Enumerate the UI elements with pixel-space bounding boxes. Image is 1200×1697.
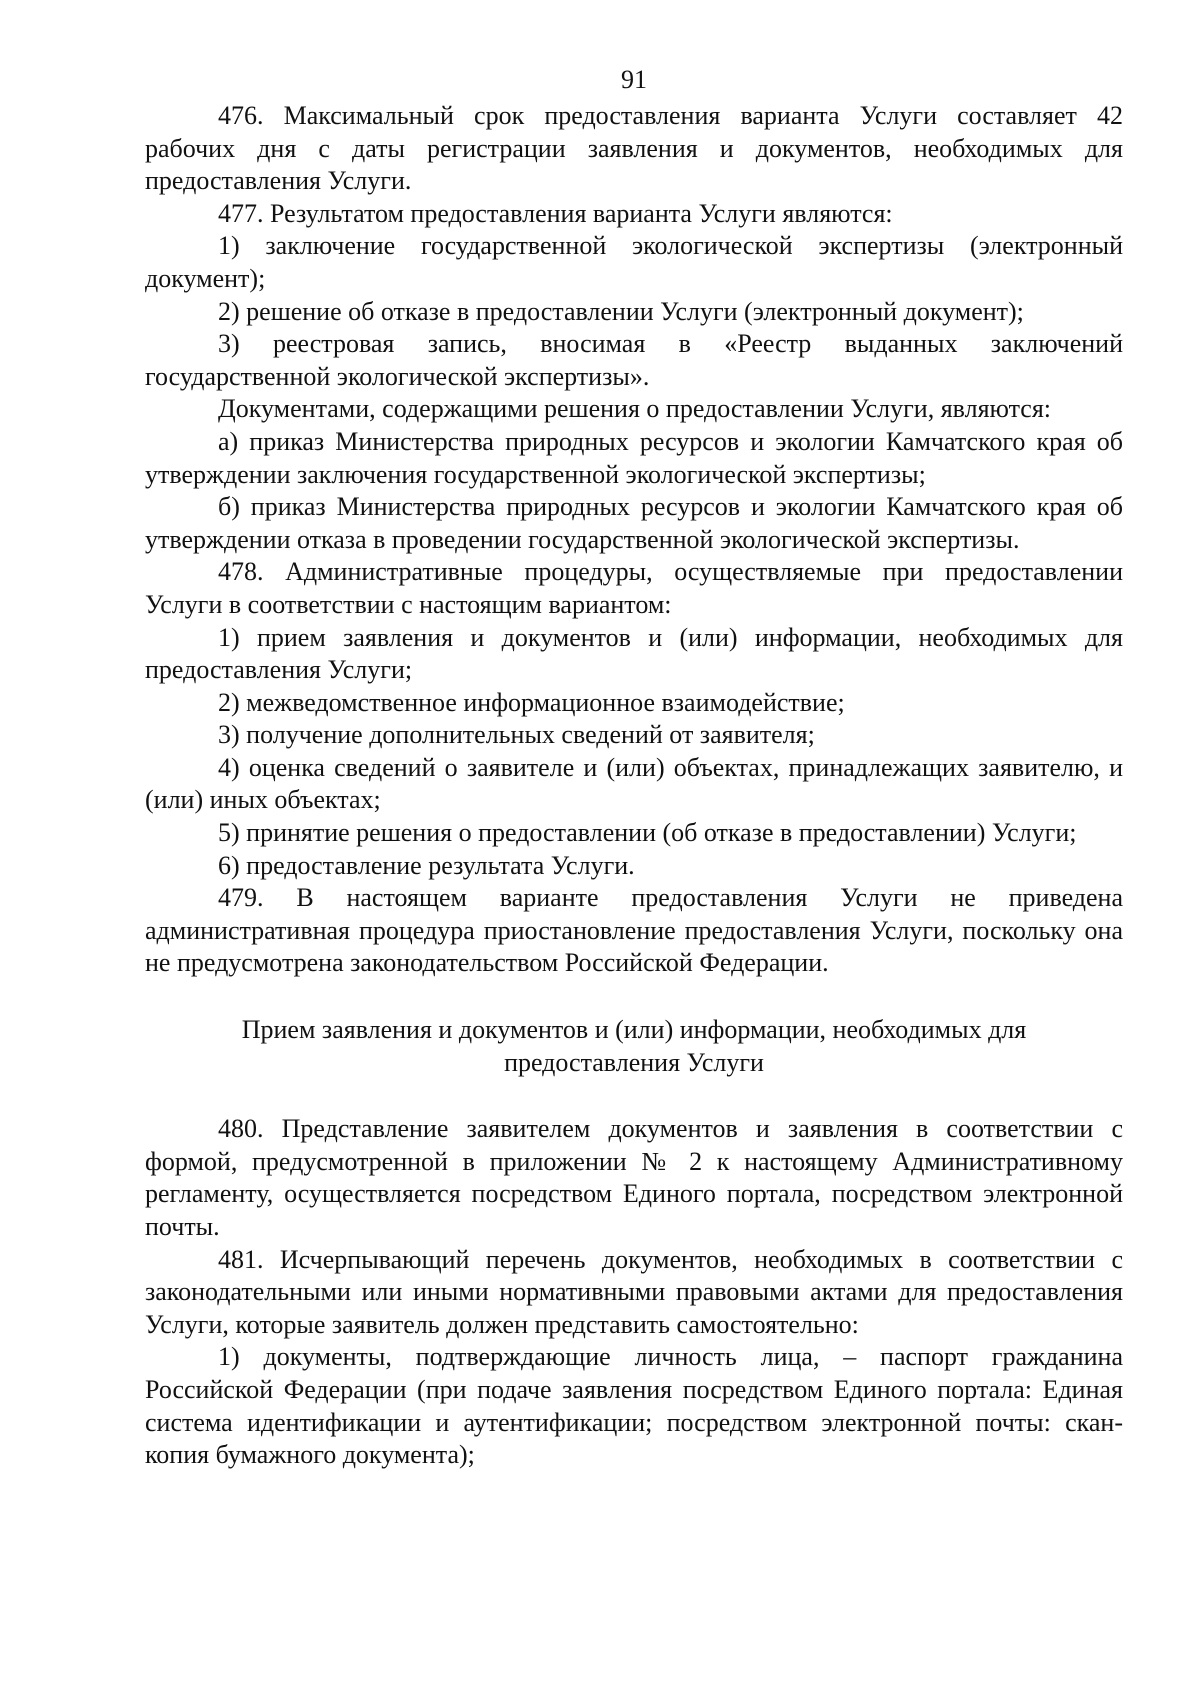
list-item-478-4: 4) оценка сведений о заявителе и (или) объектах, принадлежащих заявителю, и (или) иных объектах;: [145, 752, 1123, 815]
list-item-477-2: 2) решение об отказе в предоставлении Услуги (электронный документ);: [218, 296, 1024, 326]
paragraph-476: 476. Максимальный срок предоставления варианта Услуги составляет 42 рабочих дня с даты регистрации заявления и документов, необходимых для предоставления Услуги.: [145, 101, 1123, 196]
list-item-478-6: 6) предоставление результата Услуги.: [218, 850, 635, 880]
paragraph-477: 477. Результатом предоставления варианта Услуги являются:: [218, 198, 893, 228]
paragraph-480: 480. Представление заявителем документов и заявления в соответствии с формой, предусмотренной в приложении № 2 к настоящему Административному регламенту, осуществляется посредством Единого портала, посредством электронной почты.: [145, 1114, 1123, 1241]
paragraph-479: 479. В настоящем варианте предоставления Услуги не приведена административная процедура приостановление предоставления Услуги, поскольку она не предусмотрена законодательством Российской Федерации.: [145, 883, 1123, 978]
list-item-decision-b: б) приказ Министерства природных ресурсов и экологии Камчатского края об утверждении отказа в проведении государственной экологической экспертизы.: [145, 492, 1123, 554]
list-item-477-3: 3) реестровая запись, вносимая в «Реестр выданных заключений государственной экологической экспертизы».: [145, 329, 1123, 391]
list-item-477-1: 1) заключение государственной экологической экспертизы (электронный документ);: [145, 231, 1123, 293]
page-number: 91: [621, 65, 647, 94]
list-item-478-1: 1) прием заявления и документов и (или) информации, необходимых для предоставления Услуги;: [145, 622, 1123, 685]
paragraph-481: 481. Исчерпывающий перечень документов, необходимых в соответствии с законодательными или иными нормативными правовыми актами для предоставления Услуги, которые заявитель должен представить самостоятельно:: [145, 1244, 1123, 1339]
list-item-481-1: 1) документы, подтверждающие личность лица, – паспорт гражданина Российской Федерации (при подаче заявления посредством Единого портала: Единая система идентификации и аутентификации; посредством электронной почты: скан-копия бумажного документа);: [145, 1342, 1123, 1470]
document-page: [145, 64, 1123, 1472]
list-item-478-2: 2) межведомственное информационное взаимодействие;: [218, 687, 845, 717]
list-item-478-5: 5) принятие решения о предоставлении (об отказе в предоставлении) Услуги;: [218, 818, 1077, 848]
list-item-decision-a: а) приказ Министерства природных ресурсов и экологии Камчатского края об утверждении заключения государственной экологической экспертизы;: [145, 426, 1123, 489]
paragraph-decision-documents: Документами, содержащими решения о предоставлении Услуги, являются:: [218, 394, 1052, 424]
section-heading: Прием заявления и документов и (или) информации, необходимых для предоставления Услуги: [241, 1015, 1027, 1077]
list-item-478-3: 3) получение дополнительных сведений от заявителя;: [218, 720, 815, 750]
paragraph-478: 478. Административные процедуры, осуществляемые при предоставлении Услуги в соответствии с настоящим вариантом:: [145, 557, 1123, 619]
